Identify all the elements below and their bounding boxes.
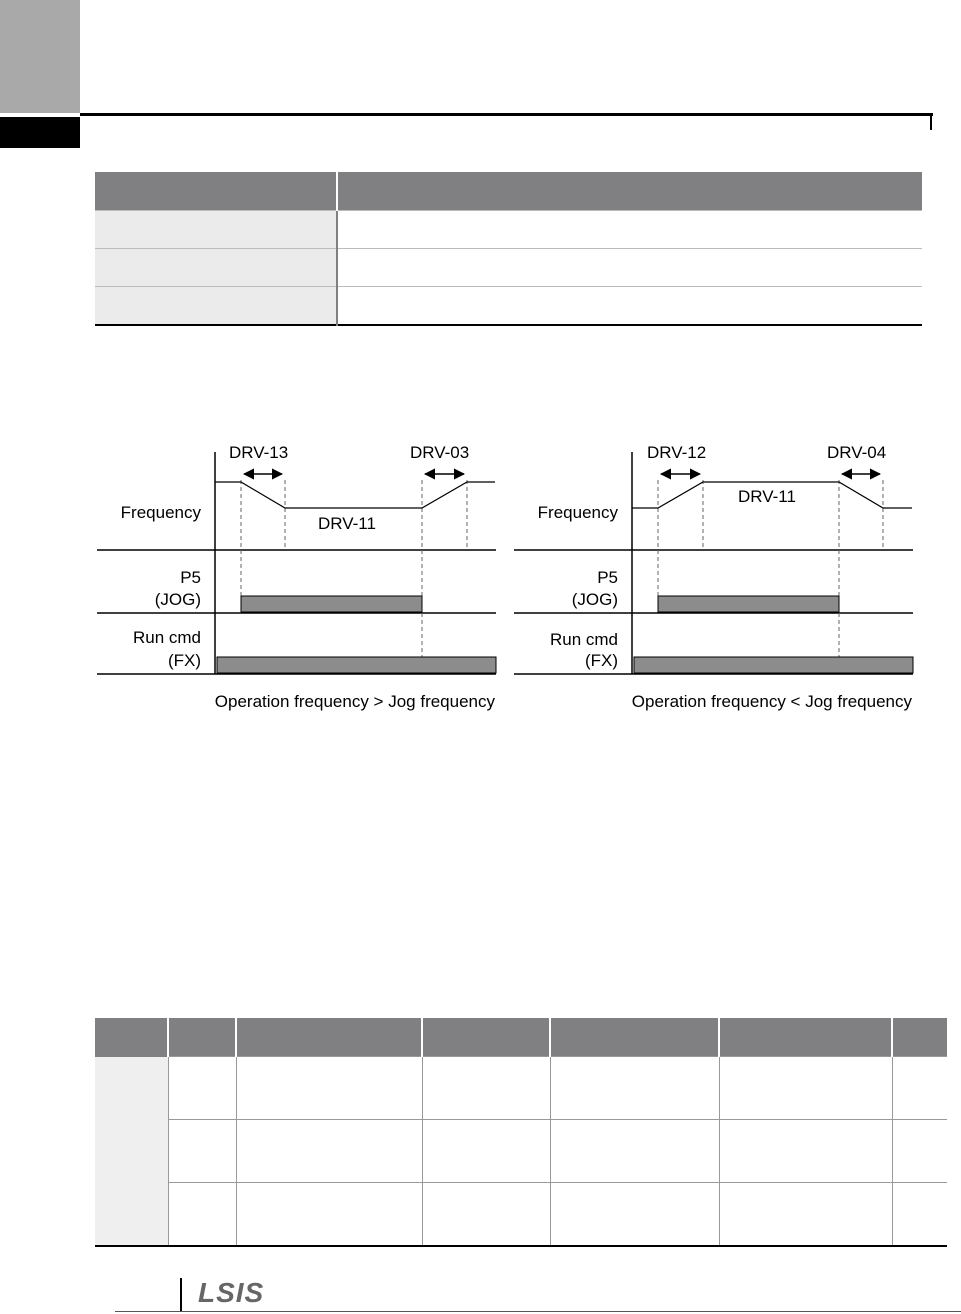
level-param-label: DRV-11: [318, 514, 376, 533]
table-row: [95, 1057, 947, 1120]
table-cell: [422, 1183, 550, 1247]
table-cell: [719, 1183, 892, 1247]
table-header-cell: [719, 1018, 892, 1057]
table-row: [95, 249, 922, 287]
header-rule: [80, 113, 933, 116]
jog-signal-bar: [241, 596, 422, 612]
lsis-logo: LSIS: [198, 1277, 265, 1308]
frequency-label: Frequency: [537, 503, 618, 522]
table-cell: [95, 287, 337, 326]
table-row: [95, 1183, 947, 1247]
diagram-caption: Operation frequency > Jog frequency: [214, 692, 495, 711]
frequency-waveform: [215, 482, 495, 508]
footer-rule: [115, 1311, 961, 1312]
chapter-tab-marker: [0, 117, 80, 148]
table-cell: [550, 1183, 719, 1247]
left-param-label: DRV-13: [229, 443, 289, 462]
jog-label: (JOG): [571, 590, 618, 609]
table-header-cell: [422, 1018, 550, 1057]
table-cell: [337, 287, 922, 326]
table-cell: [719, 1057, 892, 1120]
table-cell: [422, 1120, 550, 1183]
run-signal-bar: [634, 657, 913, 673]
footer-bar: [180, 1278, 182, 1312]
table-row: [95, 287, 922, 326]
table-cell: [95, 211, 337, 249]
table-row: [95, 1120, 947, 1183]
table-header-cell: [236, 1018, 422, 1057]
table-header-row: [95, 1018, 947, 1057]
table-cell: [719, 1120, 892, 1183]
table-header-cell: [550, 1018, 719, 1057]
table-header-cell: [892, 1018, 947, 1057]
run-cmd-label: Run cmd: [132, 628, 201, 647]
table-cell: [892, 1183, 947, 1247]
table-header-row: [95, 172, 922, 211]
timing-diagram-high: [97, 443, 496, 711]
frequency-label: Frequency: [120, 503, 201, 522]
table-cell: [168, 1183, 236, 1247]
table-header-cell: [337, 172, 922, 211]
table-cell: [236, 1057, 422, 1120]
table-cell: [892, 1120, 947, 1183]
right-param-label: DRV-03: [410, 443, 470, 462]
fx-label: (FX): [167, 651, 201, 670]
left-param-label: DRV-12: [647, 443, 707, 462]
timing-diagram-low: [514, 443, 913, 711]
parameter-table: [95, 172, 922, 326]
jog-timing-diagram: [95, 438, 925, 718]
table-cell: [168, 1120, 236, 1183]
chapter-tab: [0, 0, 80, 113]
table-cell: [550, 1057, 719, 1120]
table-header-cell: [168, 1018, 236, 1057]
fx-label: (FX): [584, 651, 618, 670]
table-header-cell: [95, 1018, 168, 1057]
table-cell: [95, 249, 337, 287]
table-cell: [168, 1057, 236, 1120]
table-header-cell: [95, 172, 337, 211]
table-cell: [422, 1057, 550, 1120]
jog-label: (JOG): [154, 590, 201, 609]
table-row: [95, 211, 922, 249]
table-cell: [337, 211, 922, 249]
table-cell: [550, 1120, 719, 1183]
header-tick: [930, 113, 932, 130]
group-cell: [95, 1057, 168, 1247]
p5-label: P5: [180, 568, 201, 587]
p5-label: P5: [597, 568, 618, 587]
setting-table: [95, 1018, 947, 1247]
run-cmd-label: Run cmd: [549, 630, 618, 649]
right-param-label: DRV-04: [827, 443, 887, 462]
table-cell: [337, 249, 922, 287]
table-cell: [892, 1057, 947, 1120]
diagram-caption: Operation frequency < Jog frequency: [631, 692, 912, 711]
jog-signal-bar: [658, 596, 839, 612]
level-param-label: DRV-11: [738, 487, 796, 506]
table-cell: [236, 1120, 422, 1183]
table-cell: [236, 1183, 422, 1247]
run-signal-bar: [217, 657, 496, 673]
